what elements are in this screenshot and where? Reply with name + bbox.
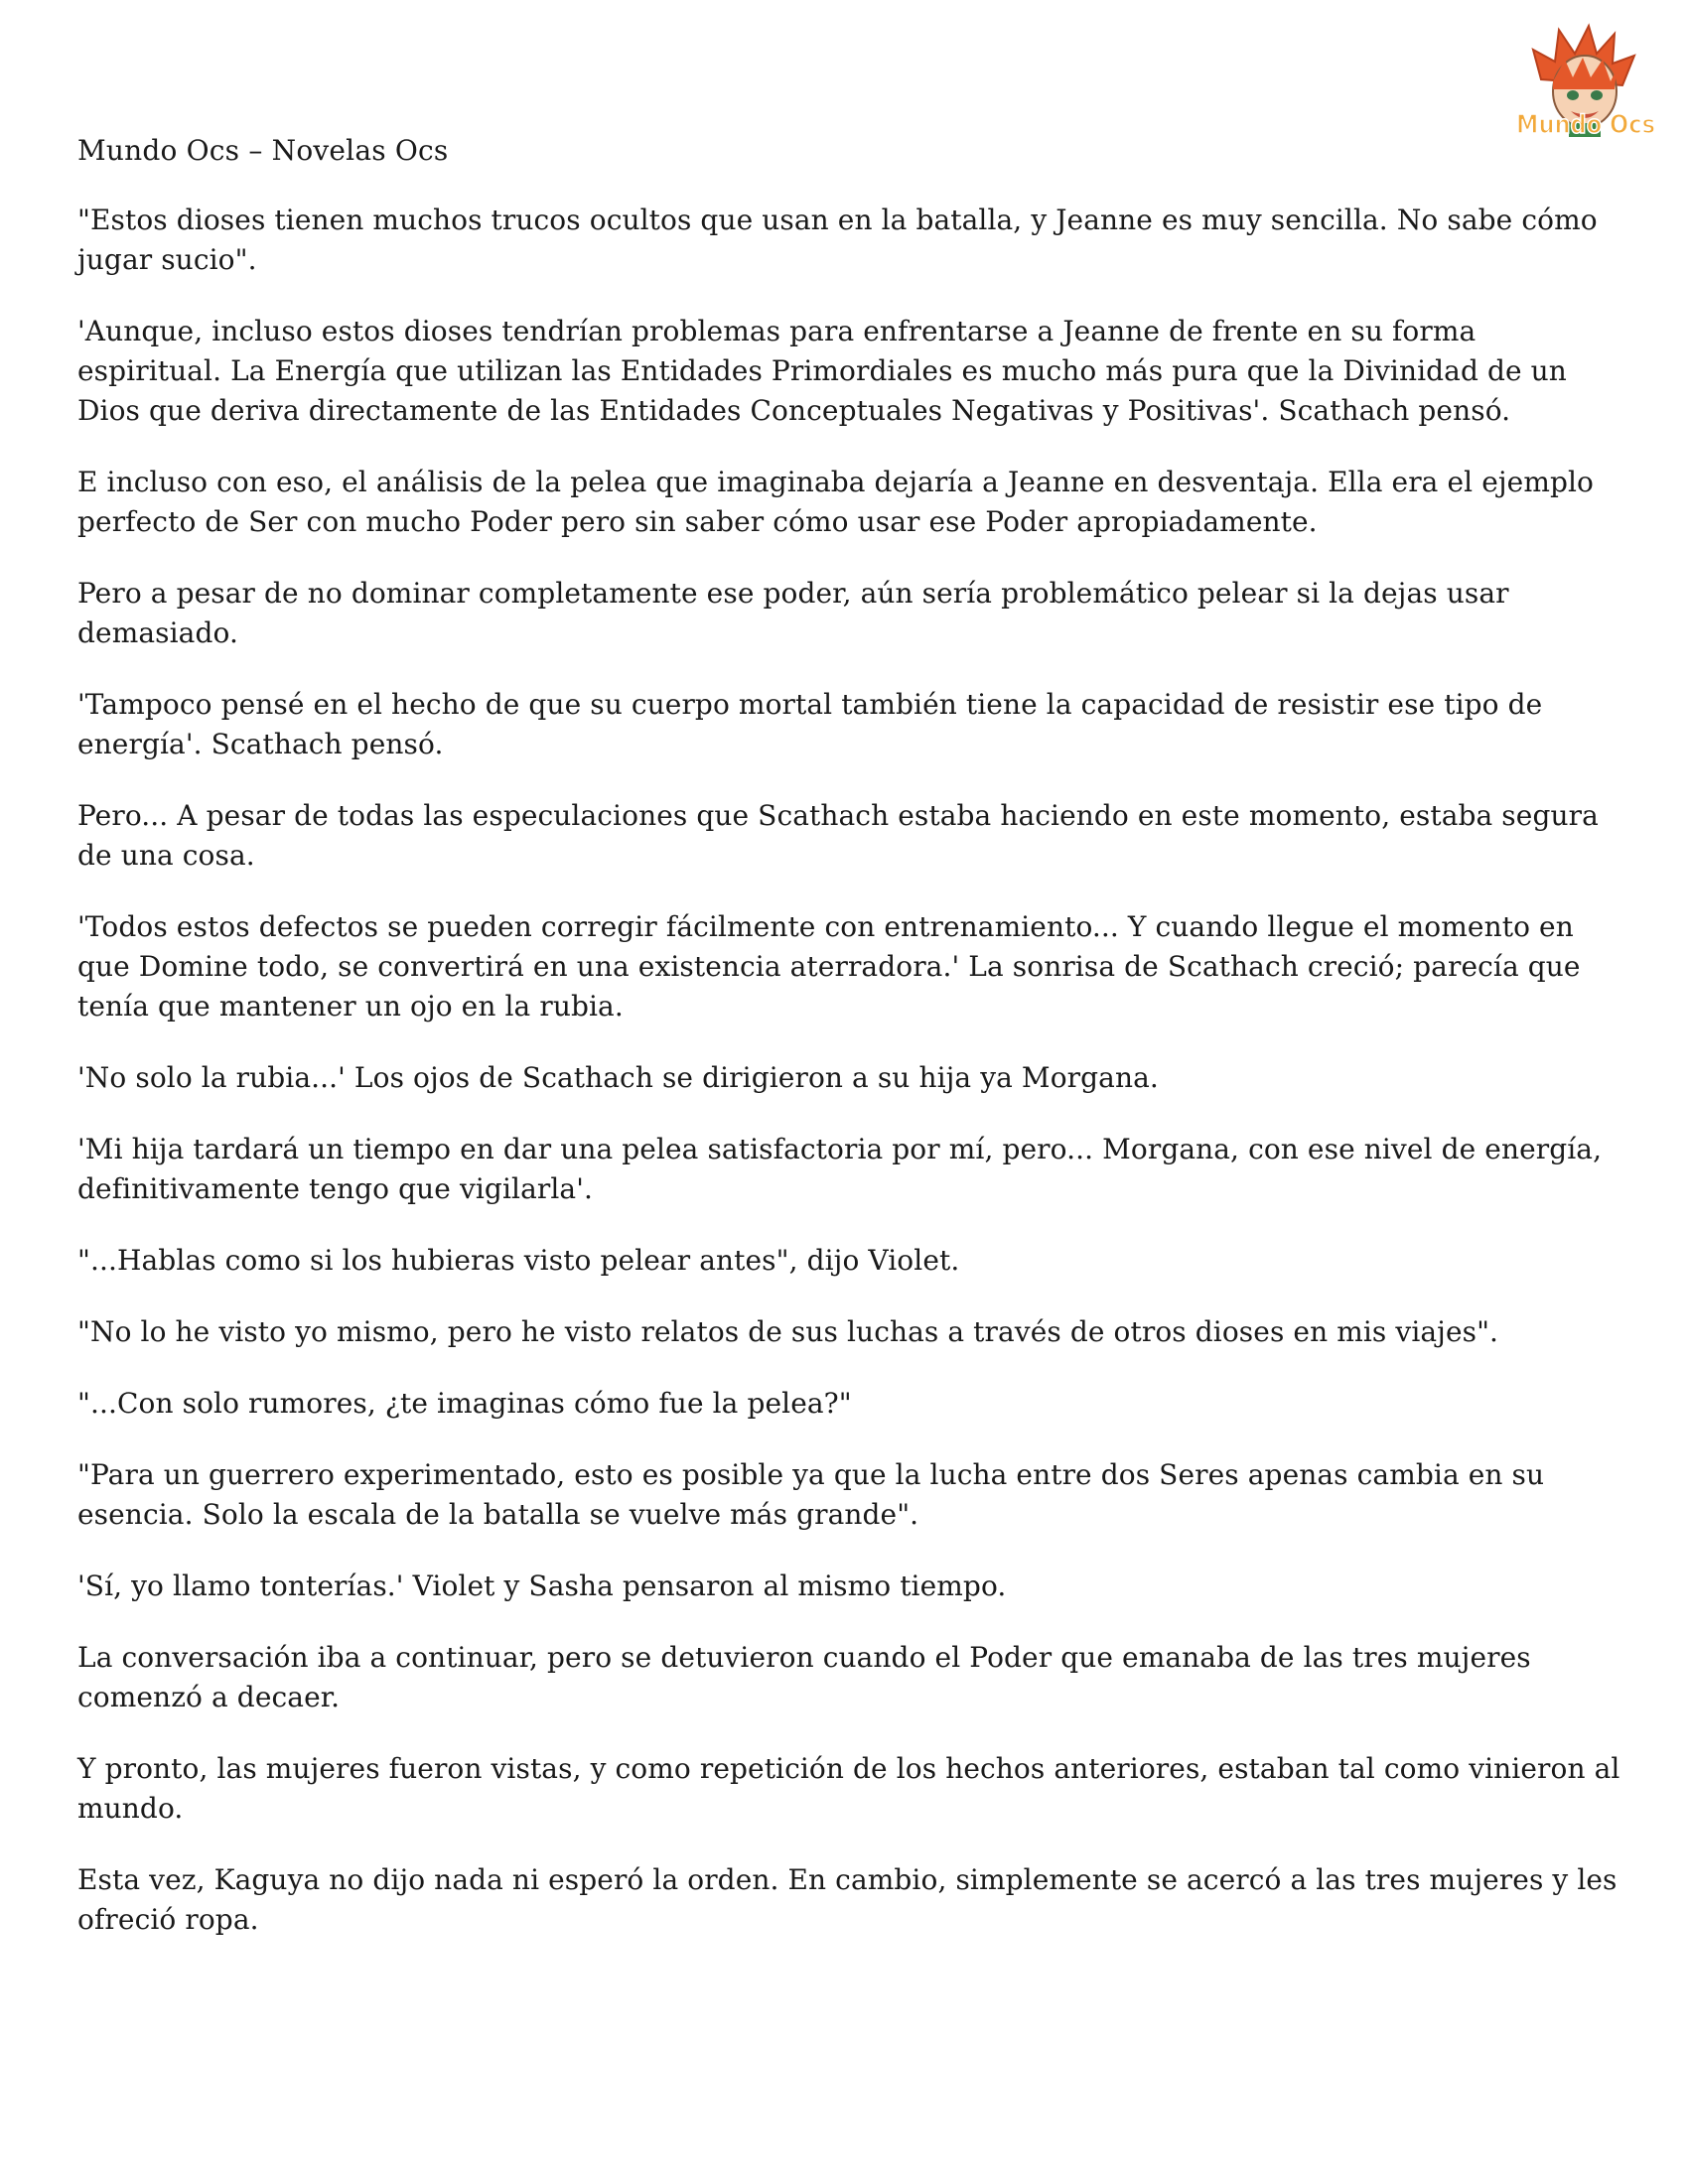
paragraph: 'Aunque, incluso estos dioses tendrían problemas para enfrentarse a Jeanne de frente en su forma espiritual. La Energía que utilizan las Entidades Primordiales es mucho más pura que la Divinidad de un Dios que deriva directamente de las Entidades Conceptuales Negativas y Positivas'. Scathach pensó. xyxy=(77,315,1567,427)
logo-text-mundo: Mundo Ocs xyxy=(1516,110,1655,140)
paragraph: "...Con solo rumores, ¿te imaginas cómo fue la pelea?" xyxy=(77,1387,852,1420)
paragraph: Esta vez, Kaguya no dijo nada ni esperó la orden. En cambio, simplemente se acercó a las tres mujeres y les ofreció ropa. xyxy=(77,1863,1618,1936)
paragraph: 'Sí, yo llamo tonterías.' Violet y Sasha pensaron al mismo tiempo. xyxy=(77,1570,1007,1602)
paragraph: 'Todos estos defectos se pueden corregir fácilmente con entrenamiento... Y cuando llegue el momento en que Domine todo, se convertirá en una existencia aterradora.' La sonrisa de Scathach creció; parecía que tenía que mantener un ojo en la rubia. xyxy=(77,910,1581,1023)
page-header: Mundo Ocs – Novelas Ocs xyxy=(77,134,449,167)
paragraph: Pero a pesar de no dominar completamente ese poder, aún sería problemático pelear si la dejas usar demasiado. xyxy=(77,577,1509,649)
paragraph: "...Hablas como si los hubieras visto pelear antes", dijo Violet. xyxy=(77,1244,960,1277)
paragraph: La conversación iba a continuar, pero se detuvieron cuando el Poder que emanaba de las tres mujeres comenzó a decaer. xyxy=(77,1641,1531,1713)
paragraph: Y pronto, las mujeres fueron vistas, y como repetición de los hechos anteriores, estaban tal como vinieron al mundo. xyxy=(77,1752,1620,1825)
paragraph: E incluso con eso, el análisis de la pelea que imaginaba dejaría a Jeanne en desventaja. Ella era el ejemplo perfecto de Ser con mucho Poder pero sin saber cómo usar ese Poder apropiadamente. xyxy=(77,466,1595,538)
paragraph: 'Mi hija tardará un tiempo en dar una pelea satisfactoria por mí, pero... Morgana, con ese nivel de energía, definitivamente tengo que vigilarla'. xyxy=(77,1133,1603,1205)
paragraph: 'Tampoco pensé en el hecho de que su cuerpo mortal también tiene la capacidad de resistir ese tipo de energía'. Scathach pensó. xyxy=(77,688,1543,760)
paragraph: "Para un guerrero experimentado, esto es posible ya que la lucha entre dos Seres apenas cambia en su esencia. Solo la escala de la batalla se vuelve más grande". xyxy=(77,1458,1545,1531)
paragraph: 'No solo la rubia...' Los ojos de Scathach se dirigieron a su hija ya Morgana. xyxy=(77,1061,1159,1094)
paragraph: "Estos dioses tienen muchos trucos ocultos que usan en la batalla, y Jeanne es muy sencilla. No sabe cómo jugar sucio". xyxy=(77,204,1598,276)
paragraph: "No lo he visto yo mismo, pero he visto relatos de sus luchas a través de otros dioses en mis viajes". xyxy=(77,1315,1499,1348)
paragraph: Pero... A pesar de todas las especulaciones que Scathach estaba haciendo en este momento, estaba segura de una cosa. xyxy=(77,799,1599,872)
document-page xyxy=(77,131,1626,1972)
